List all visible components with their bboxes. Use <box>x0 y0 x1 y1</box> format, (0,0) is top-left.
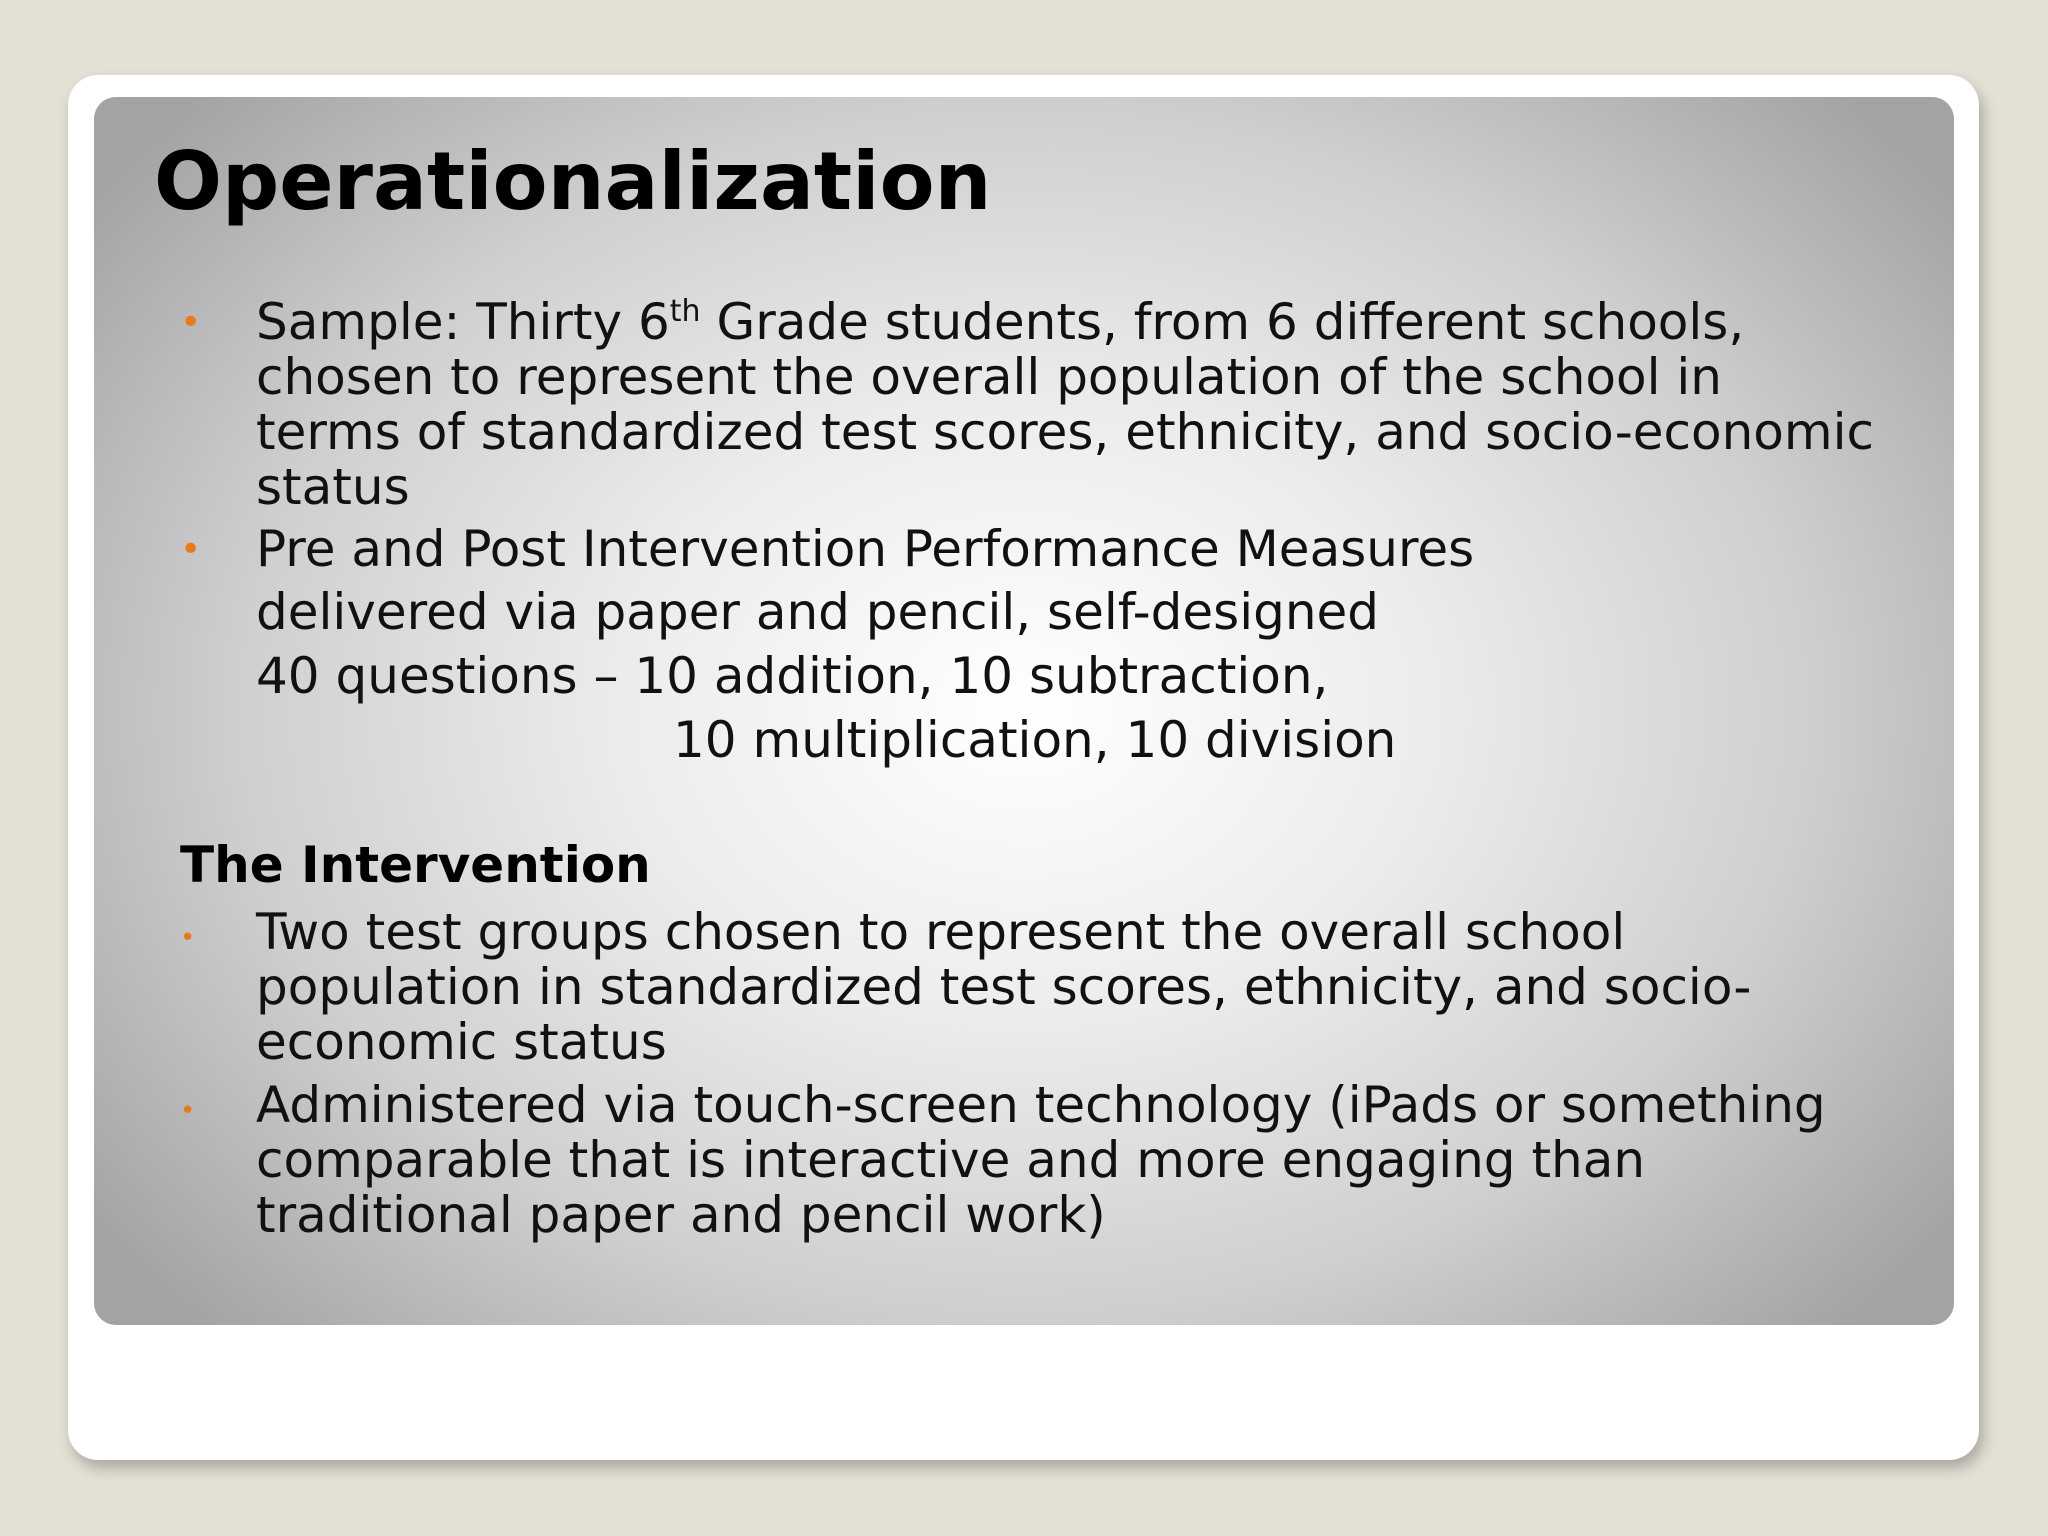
bullet-line: Administered via touch-screen technology (iPads or something <box>256 1076 1826 1134</box>
bullet-marker: • <box>180 923 196 953</box>
bullet-line: Sample: Thirty 6th Grade students, from 6 different schools, <box>256 293 1745 351</box>
bullet-marker: • <box>180 1096 196 1126</box>
bullet-text <box>256 1078 1946 1243</box>
bullet-marker: • <box>180 529 202 570</box>
bullet-line: economic status <box>256 1013 667 1071</box>
detail-line: 10 multiplication, 10 division <box>673 711 1397 769</box>
bullet-line: population in standardized test scores, ethnicity, and socio- <box>256 958 1752 1016</box>
bullet-text <box>256 522 1946 577</box>
bullet-line: terms of standardized test scores, ethnicity, and socio-economic <box>256 403 1874 461</box>
superscript: th <box>669 294 701 329</box>
slide-title: Operationalization <box>154 135 992 228</box>
detail-line: delivered via paper and pencil, self-designed <box>256 583 1380 641</box>
bullet-line: Pre and Post Intervention Performance Measures <box>256 520 1475 578</box>
bullet-text <box>256 905 1946 1070</box>
section-heading: The Intervention <box>180 836 651 894</box>
bullet-line: Two test groups chosen to represent the overall school <box>256 903 1626 961</box>
detail-line: 40 questions – 10 addition, 10 subtraction, <box>256 647 1329 705</box>
bullet-line: comparable that is interactive and more engaging than <box>256 1131 1646 1189</box>
bullet-line: chosen to represent the overall population of the school in <box>256 348 1722 406</box>
bullet-line: traditional paper and pencil work) <box>256 1186 1106 1244</box>
bullet-marker: • <box>180 302 202 343</box>
bullet-line: status <box>256 458 410 516</box>
bullet-text <box>256 295 1946 515</box>
